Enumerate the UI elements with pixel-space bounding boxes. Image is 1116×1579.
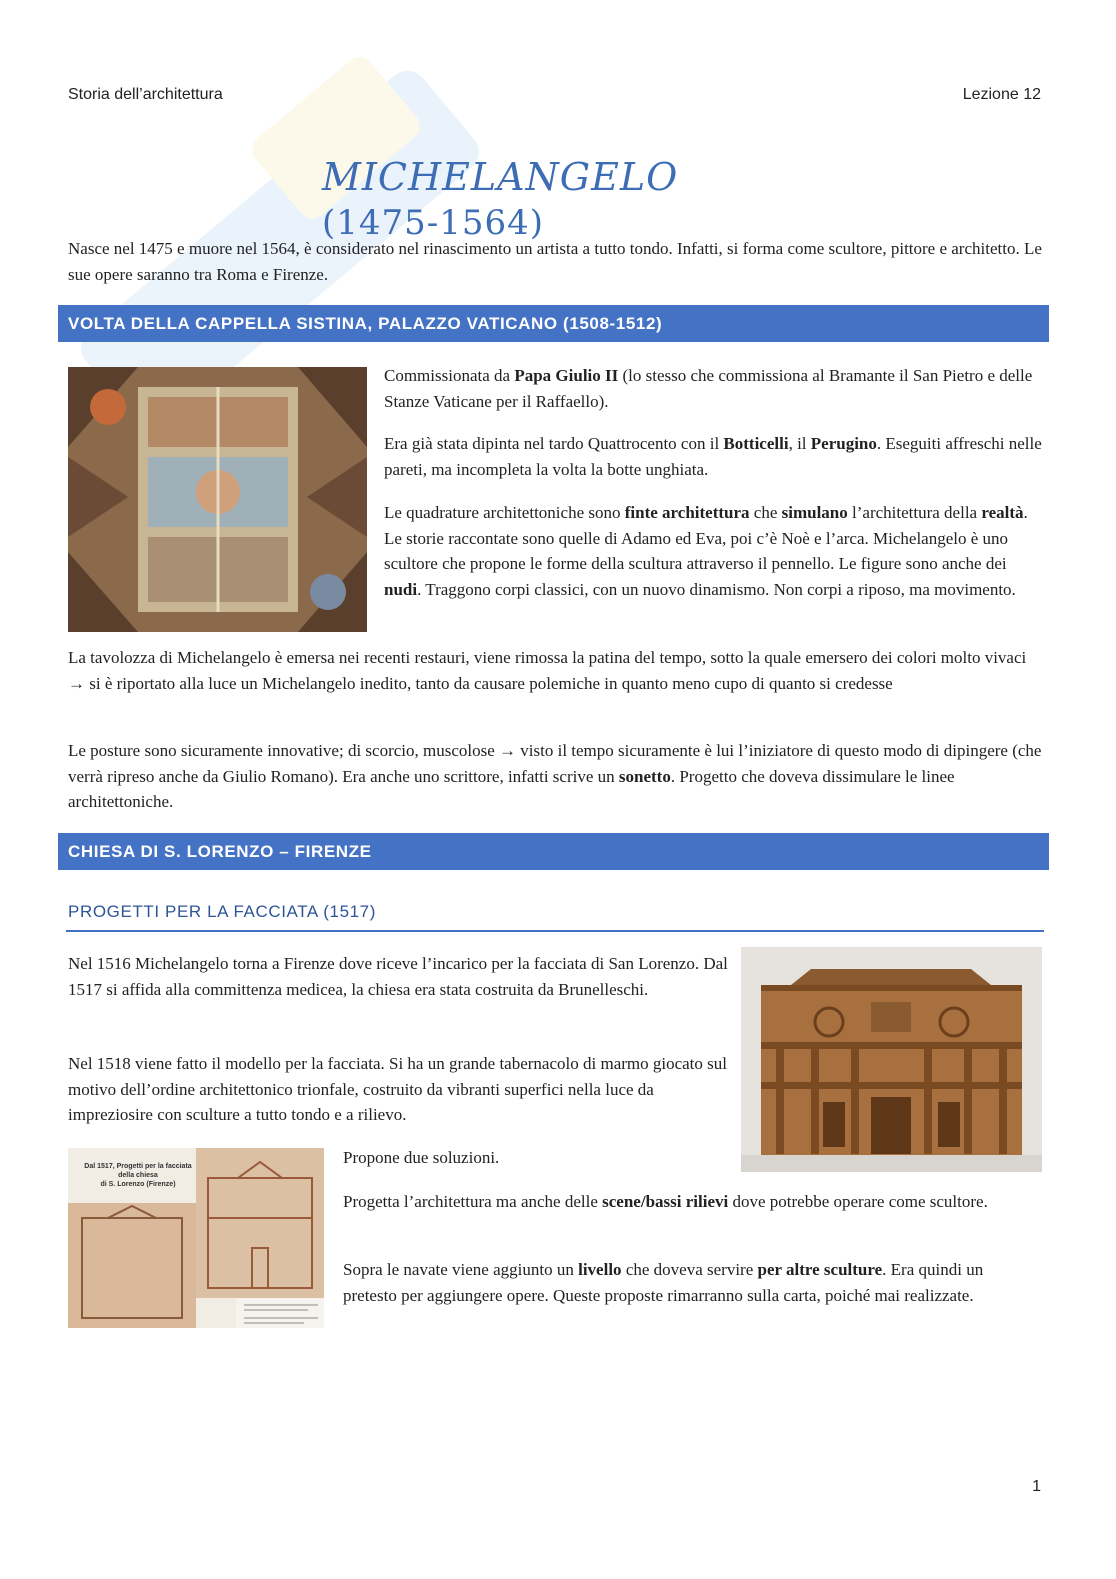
section-heading-sistina: VOLTA DELLA CAPPELLA SISTINA, PALAZZO VATICANO (1508-1512) bbox=[58, 305, 1049, 342]
header-lesson: Lezione 12 bbox=[962, 86, 1041, 103]
drawing-caption-line3: di S. Lorenzo (Firenze) bbox=[100, 1181, 176, 1188]
sistine-ceiling-image bbox=[68, 367, 367, 632]
sistina-p1: Commissionata da Papa Giulio II (lo stesso che commissiona al Bramante il San Pietro e delle Stanze Vaticane per il Raffaello). bbox=[384, 366, 1033, 411]
facade-drawings-image bbox=[68, 1148, 324, 1328]
lorenzo-p4: Progetta l’architettura ma anche delle scene/bassi rilievi dove potrebbe operare come scultore. bbox=[343, 1192, 988, 1211]
lorenzo-p3: Propone due soluzioni. bbox=[343, 1148, 500, 1167]
lorenzo-p2: Nel 1518 viene fatto il modello per la facciata. Si ha un grande tabernacolo di marmo giocato sul motivo dell’ordine architettonico trionfale, costruito da vibranti superfici nella luce da impreziosire con sculture a tutto tondo e a rilievo. bbox=[68, 1054, 727, 1124]
title-name: MICHELANGELO bbox=[322, 155, 679, 199]
section-heading-san-lorenzo: CHIESA DI S. LORENZO – FIRENZE bbox=[58, 833, 1049, 870]
drawing-caption-line1: Dal 1517, Progetti per la facciata bbox=[84, 1163, 192, 1170]
sistina-p3: Le quadrature architettoniche sono finte architettura che simulano l’architettura della realtà. Le storie raccontate sono quelle di Adamo ed Eva, poi c’è Noè e l’arca. Michelangelo è uno scultore che propone le forme della scultura attraverso il pennello. Le figure sono anche dei nudi. Traggono corpi classici, con un nuovo dinamismo. Non corpi a riposo, ma movimento. bbox=[384, 503, 1028, 599]
sistina-p5: Le posture sono sicuramente innovative; di scorcio, muscolose → visto il tempo sicuramente è lui l’iniziatore di questo modo di dipingere (che verrà ripreso anche da Giulio Romano). Era anche uno scrittore, infatti scrive un sonetto. Progetto che doveva dissimulare le linee architettoniche. bbox=[68, 741, 1042, 811]
drawing-caption-line2: della chiesa bbox=[118, 1172, 158, 1179]
title-years: (1475-1564) bbox=[322, 203, 545, 243]
lorenzo-p1: Nel 1516 Michelangelo torna a Firenze dove riceve l’incarico per la facciata di San Lorenzo. Dal 1517 si affida alla committenza medicea, la chiesa era stata costruita da Brunelleschi. bbox=[68, 954, 728, 999]
sistina-p4: La tavolozza di Michelangelo è emersa nei recenti restauri, viene rimossa la patina del tempo, sotto la quale emersero dei colori molto vivaci → si è riportato alla luce un Michelangelo inedito, tanto da causare polemiche in quanto meno cupo di quanto si credesse bbox=[68, 648, 1027, 693]
header-course: Storia dell’architettura bbox=[68, 86, 223, 103]
page-number: 1 bbox=[1032, 1478, 1041, 1495]
facade-model-image bbox=[741, 947, 1042, 1172]
sistina-p2: Era già stata dipinta nel tardo Quattrocento con il Botticelli, il Perugino. Eseguiti affreschi nelle pareti, ma incompleta la volta la botte unghiata. bbox=[384, 434, 1042, 479]
intro-paragraph: Nasce nel 1475 e muore nel 1564, è considerato nel rinascimento un artista a tutto tondo. Infatti, si forma come scultore, pittore e architetto. Le sue opere saranno tra Roma e Firenze. bbox=[68, 239, 1042, 284]
page-title bbox=[322, 155, 802, 243]
lorenzo-p5: Sopra le navate viene aggiunto un livello che doveva servire per altre sculture. Era quindi un pretesto per aggiungere opere. Queste proposte rimarranno sulla carta, poiché mai realizzate. bbox=[343, 1260, 984, 1305]
subheading-rule bbox=[66, 930, 1044, 932]
subheading-facciata: PROGETTI PER LA FACCIATA (1517) bbox=[68, 902, 376, 921]
